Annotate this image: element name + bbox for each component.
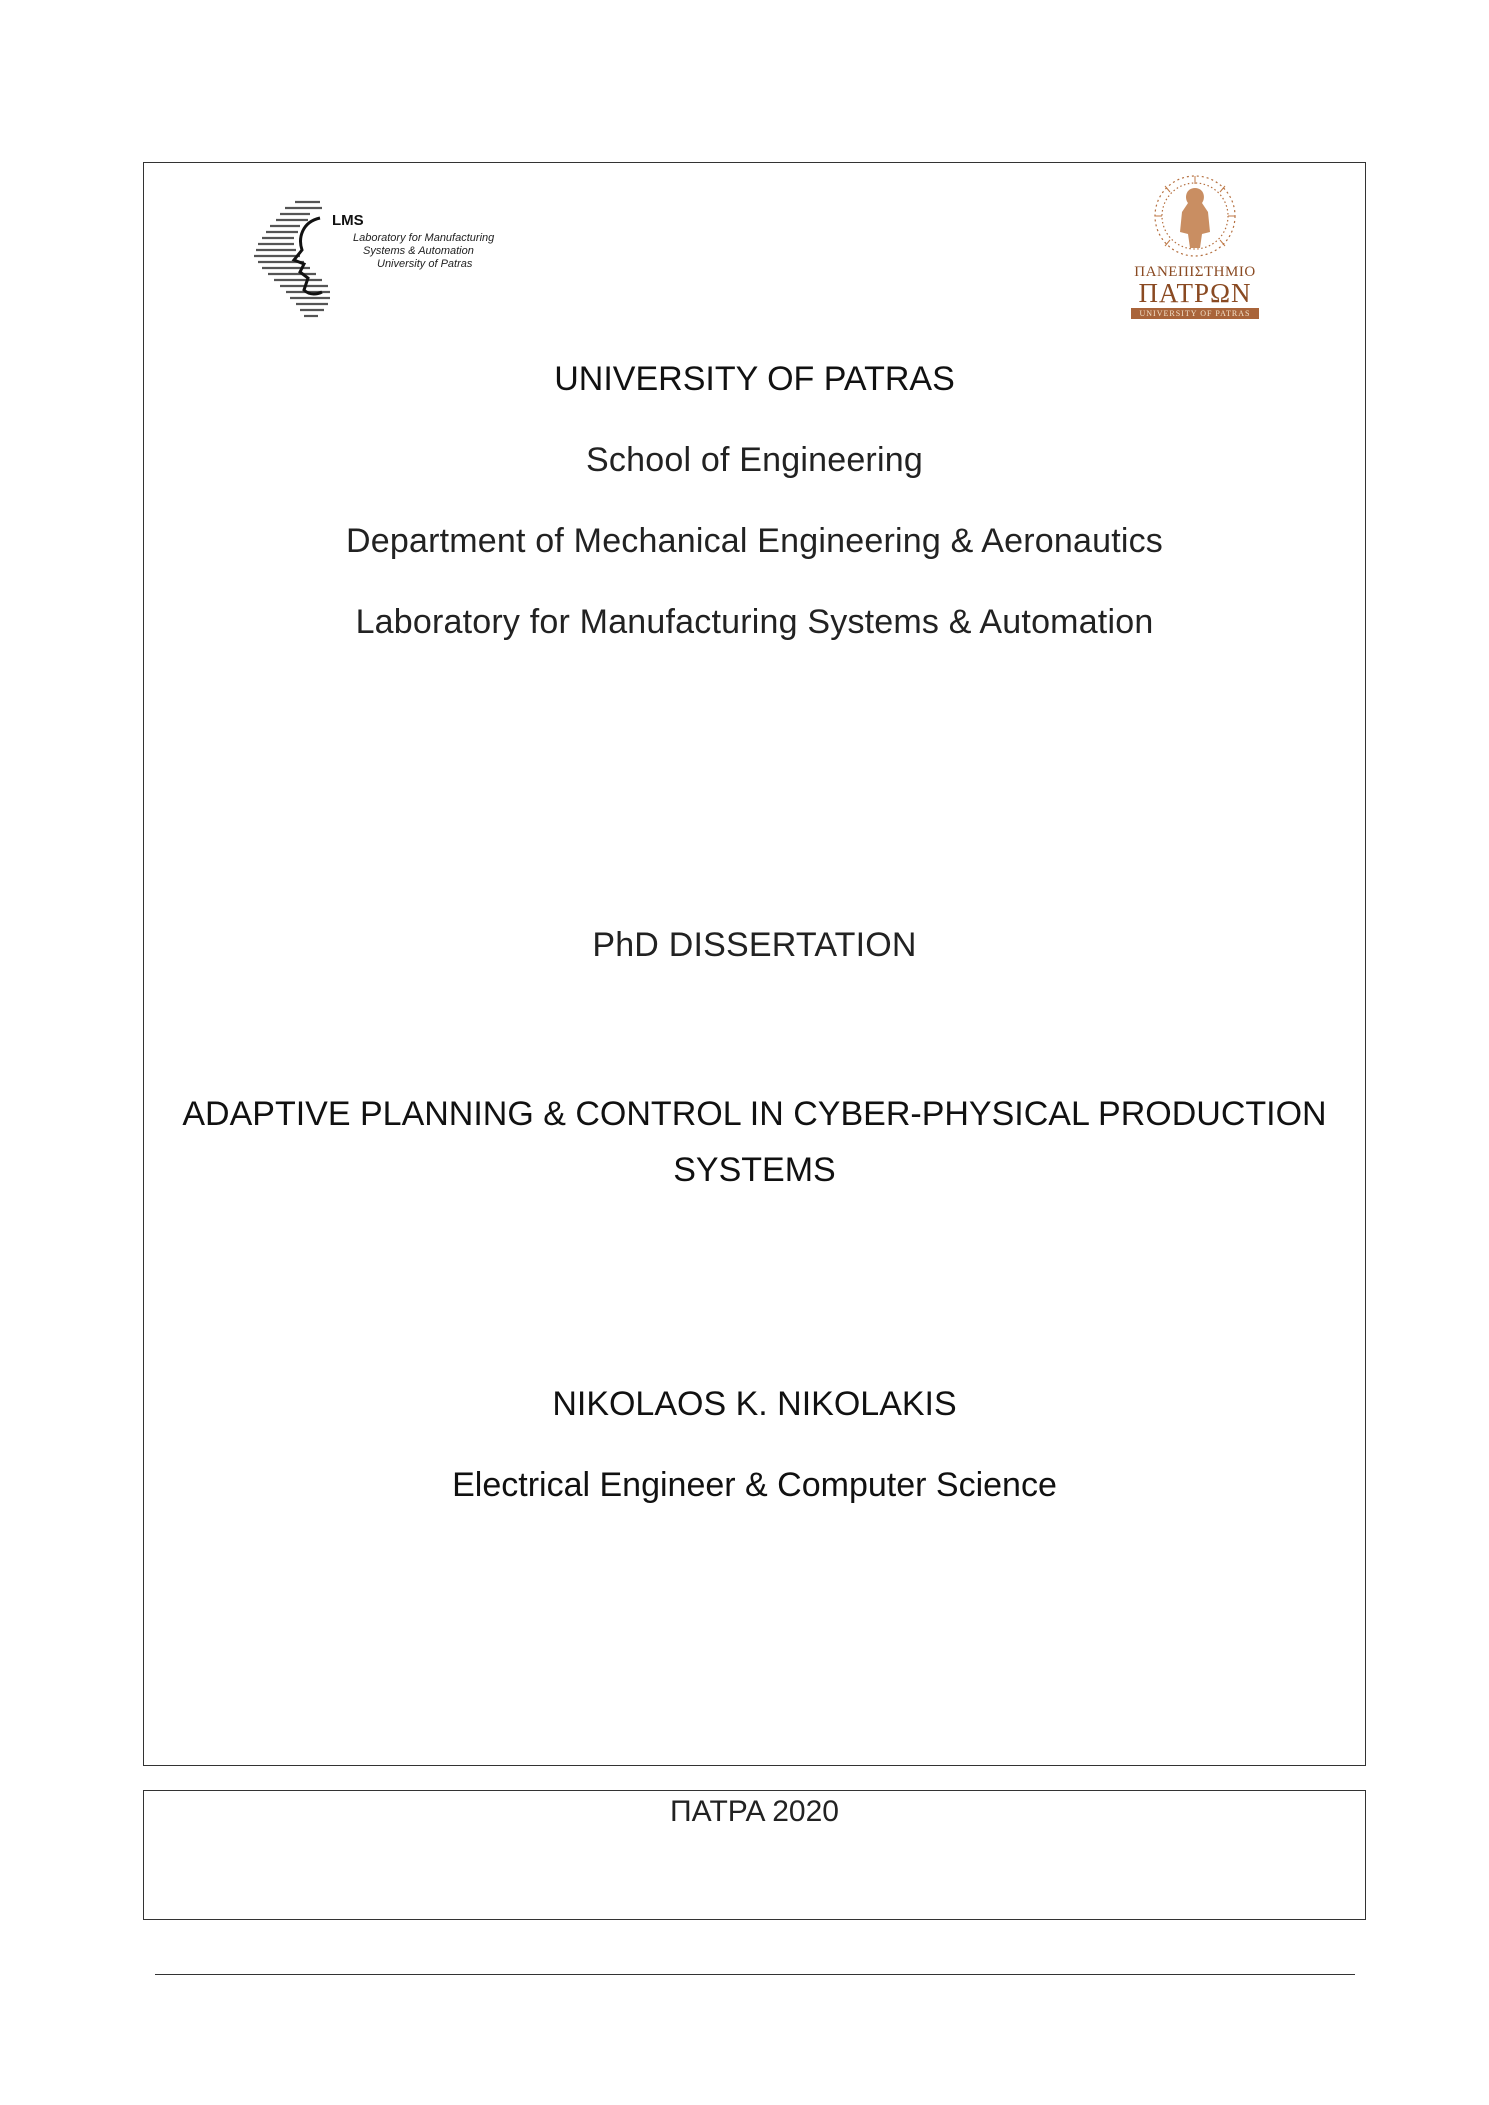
author-degree: Electrical Engineer & Computer Science <box>452 1466 1057 1504</box>
school-name: School of Engineering <box>586 441 923 479</box>
seal-text: ΠΑΝΕΠΙΣΤΗΜΙΟ <box>1134 264 1256 280</box>
dissertation-title-line: ADAPTIVE PLANNING & CONTROL IN CYBER-PHYSICAL PRODUCTION <box>182 1095 1327 1133</box>
university-seal <box>1120 170 1270 320</box>
lms-logo <box>250 198 510 323</box>
lms-logo-title: LMS <box>332 212 364 229</box>
seal-band: UNIVERSITY OF PATRAS <box>1131 308 1259 319</box>
laboratory-name: Laboratory for Manufacturing Systems & Automation <box>355 603 1154 641</box>
place-year: ΠΑΤΡΑ 2020 <box>670 1795 839 1828</box>
dissertation-title <box>143 1086 1366 1198</box>
department-name: Department of Mechanical Engineering & Aeronautics <box>345 522 1164 560</box>
bottom-divider <box>155 1974 1355 1975</box>
author-name: NIKOLAOS K. NIKOLAKIS <box>552 1385 957 1423</box>
lms-logo-line: University of Patras <box>377 258 473 270</box>
university-name: UNIVERSITY OF PATRAS <box>554 360 955 398</box>
lms-logo-line: Systems & Automation <box>363 245 474 257</box>
seal-text: ΠΑΤΡΩΝ <box>1138 278 1252 308</box>
lms-logo-line: Laboratory for Manufacturing <box>353 232 495 244</box>
seal-emblem-icon <box>1120 170 1270 265</box>
dissertation-title-line: SYSTEMS <box>673 1151 836 1189</box>
document-type: PhD DISSERTATION <box>592 926 917 964</box>
